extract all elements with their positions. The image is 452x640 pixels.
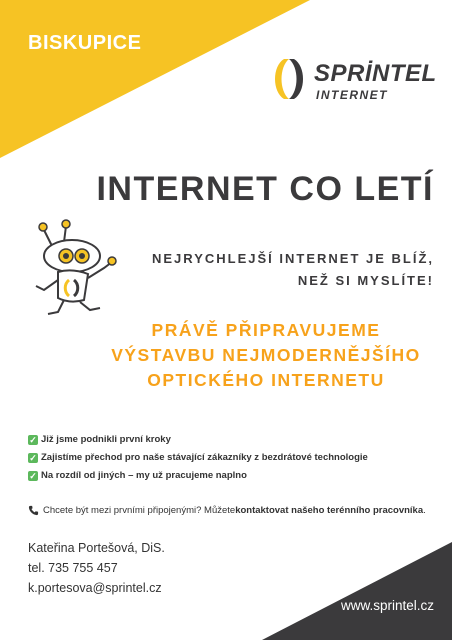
announcement-line-3: OPTICKÉHO INTERNETU — [147, 370, 385, 390]
checklist — [28, 432, 368, 486]
contact-prompt-text: Chcete být mezi prvními připojenými? Můžete — [43, 505, 236, 516]
phone-icon — [28, 505, 39, 516]
announcement-line-2: VÝSTAVBU NEJMODERNĚJŠÍHO — [111, 345, 421, 365]
contact-email: k.portesova@sprintel.cz — [28, 581, 162, 595]
checklist-item-text: Již jsme podnikli první kroky — [41, 434, 171, 445]
announcement-line-1: PRÁVĚ PŘIPRAVUJEME — [151, 320, 381, 340]
contact-prompt — [28, 505, 426, 516]
check-icon: ✓ — [29, 434, 37, 445]
logo-mark-icon — [270, 56, 310, 102]
tagline-line-1: NEJRYCHLEJŠÍ INTERNET JE BLÍŽ, — [152, 251, 434, 266]
announcement — [100, 318, 432, 393]
checklist-item-text: Zajistíme přechod pro naše stávající zákazníky z bezdrátové technologie — [41, 452, 368, 463]
tagline-line-2: NEŽ SI MYSLÍTE! — [297, 273, 434, 288]
sprintel-logo — [270, 56, 440, 108]
check-icon: ✓ — [29, 470, 37, 481]
contact-name: Kateřina Portešová, DiS. — [28, 541, 165, 555]
checklist-item — [28, 450, 368, 465]
checklist-item — [28, 468, 368, 483]
checklist-item — [28, 432, 368, 447]
contact-prompt-end: . — [423, 505, 426, 516]
city-title: BISKUPICE — [28, 32, 142, 54]
check-icon: ✓ — [29, 452, 37, 463]
tagline — [152, 248, 434, 292]
logo-name: SPRİNTEL — [314, 60, 437, 87]
dark-corner-decoration — [262, 542, 452, 640]
yellow-corner-decoration — [0, 0, 310, 158]
website-link: www.sprintel.cz — [340, 598, 434, 613]
contact-emphasis: kontaktovat našeho terénního pracovníka — [235, 505, 424, 516]
logo-subtitle: INTERNET — [316, 88, 388, 102]
checklist-item-text: Na rozdíl od jiných – my už pracujeme naplno — [41, 470, 247, 481]
contact-person — [28, 538, 165, 598]
main-headline: INTERNET CO LETÍ — [96, 170, 434, 208]
contact-phone: tel. 735 755 457 — [28, 561, 118, 575]
robot-mascot-icon — [22, 218, 122, 318]
